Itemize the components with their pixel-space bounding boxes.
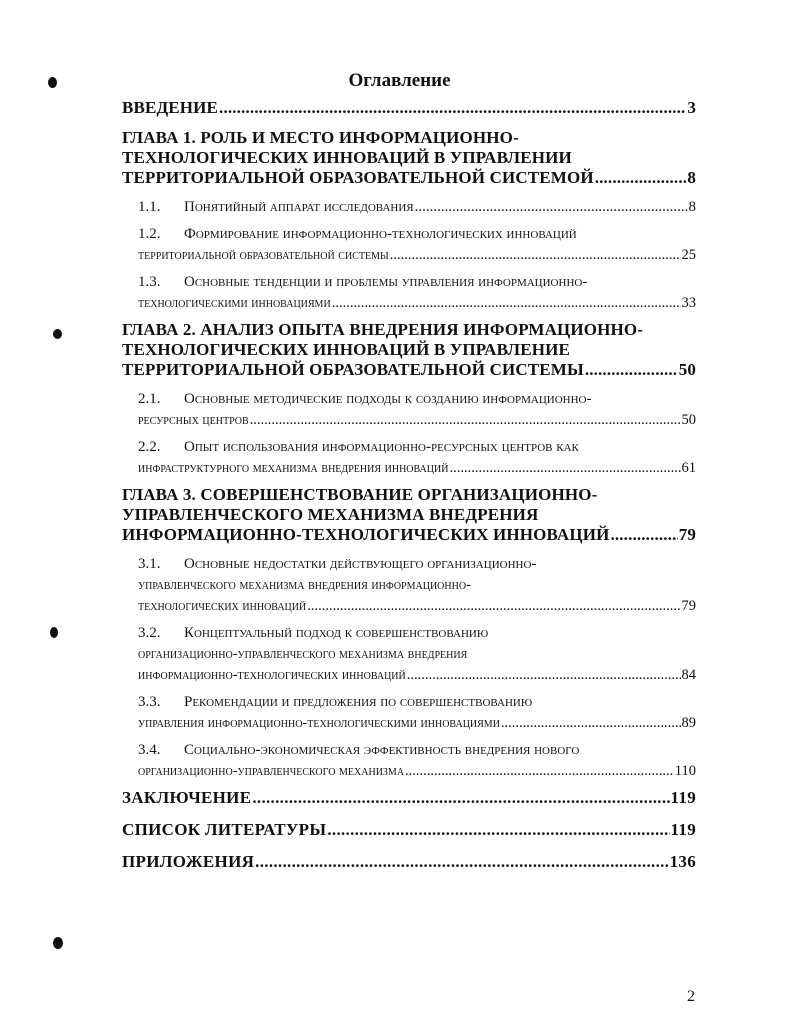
leader-dots (307, 596, 680, 617)
chapter-title-line: ТЕХНОЛОГИЧЕСКИХ ИННОВАЦИЙ В УПРАВЛЕНИЕ (122, 340, 570, 359)
section-number: 3.2. (138, 625, 161, 641)
section-page: 25 (681, 247, 696, 263)
toc-chapter-page: 50 (678, 360, 696, 379)
leader-dots (449, 458, 680, 479)
chapter-title-line: ТЕХНОЛОГИЧЕСКИХ ИННОВАЦИЙ В УПРАВЛЕНИИ (122, 148, 572, 167)
section-title-line: технологических инноваций (138, 598, 307, 614)
section-number: 2.1. (138, 391, 161, 407)
toc-appendices-title: ПРИЛОЖЕНИЯ (122, 852, 255, 871)
section-title-line: Социально-экономическая эффективность внедрения нового (184, 742, 580, 758)
section-title-line: информационно-технологических инноваций (138, 667, 406, 683)
section-page: 61 (681, 460, 696, 476)
chapter-title-line: ГЛАВА 2. АНАЛИЗ ОПЫТА ВНЕДРЕНИЯ ИНФОРМАЦИОННО- (122, 320, 644, 339)
section-page: 84 (681, 667, 696, 683)
chapter-title-line: ИНФОРМАЦИОННО-ТЕХНОЛОГИЧЕСКИХ ИННОВАЦИЙ (122, 525, 610, 544)
section-title-line: ресурсных центров (138, 412, 249, 428)
toc-chapter-page: 8 (687, 168, 696, 187)
section-title-line: Опыт использования информационно-ресурсных центров как (184, 439, 579, 455)
section-number: 2.2. (138, 439, 161, 455)
section-number: 1.1. (138, 199, 161, 215)
toc-intro[interactable] (122, 98, 696, 118)
toc-chapter-2[interactable] (122, 320, 696, 380)
section-title-line: Формирование информационно-технологических инноваций (184, 226, 577, 242)
toc-references-title: СПИСОК ЛИТЕРАТУРЫ (122, 820, 327, 839)
section-title-line: Основные методические подходы к созданию информационно- (184, 391, 592, 407)
section-title-line: Основные недостатки действующего организационно- (184, 556, 537, 572)
toc-section-1-2[interactable] (122, 224, 696, 266)
toc-chapter-3[interactable] (122, 485, 696, 545)
leader-dots (501, 713, 681, 734)
chapter-title-line: ГЛАВА 3. СОВЕРШЕНСТВОВАНИЕ ОРГАНИЗАЦИОННО- (122, 485, 598, 504)
table-of-contents (122, 98, 696, 884)
section-page: 8 (688, 199, 696, 215)
leader-dots (219, 98, 686, 118)
section-title-line: территориальной образовательной системы (138, 247, 389, 263)
section-title-line: технологическими инновациями (138, 295, 331, 311)
chapter-title-line: ТЕРРИТОРИАЛЬНОЙ ОБРАЗОВАТЕЛЬНОЙ СИСТЕМОЙ (122, 168, 594, 187)
binder-hole-mark (53, 937, 63, 949)
toc-intro-page: 3 (687, 98, 696, 117)
toc-section-2-2[interactable] (122, 437, 696, 479)
chapter-title-line: УПРАВЛЕНЧЕСКОГО МЕХАНИЗМА ВНЕДРЕНИЯ (122, 505, 539, 524)
toc-section-3-2[interactable] (122, 623, 696, 686)
binder-hole-mark (53, 329, 62, 339)
section-title-line: управленческого механизма внедрения информационно- (138, 577, 471, 593)
section-number: 3.4. (138, 742, 161, 758)
section-number: 3.1. (138, 556, 161, 572)
toc-section-1-3[interactable] (122, 272, 696, 314)
chapter-title-line: ТЕРРИТОРИАЛЬНОЙ ОБРАЗОВАТЕЛЬНОЙ СИСТЕМЫ (122, 360, 584, 379)
leader-dots (595, 168, 687, 188)
section-title-line: Основные тенденции и проблемы управления информационно- (184, 274, 588, 290)
section-page: 50 (681, 412, 696, 428)
toc-conclusion-page: 119 (670, 788, 696, 807)
section-title-line: организационно-управленческого механизма (138, 763, 405, 779)
section-page: 110 (674, 763, 696, 779)
section-number: 3.3. (138, 694, 161, 710)
section-page: 33 (681, 295, 696, 311)
section-title-line: организационно-управленческого механизма внедрения (138, 646, 468, 662)
leader-dots (390, 245, 681, 266)
toc-references-page: 119 (670, 820, 696, 839)
leader-dots (327, 820, 669, 840)
toc-section-2-1[interactable] (122, 389, 696, 431)
leader-dots (255, 852, 668, 872)
leader-dots (407, 665, 681, 686)
toc-appendices[interactable] (122, 852, 696, 872)
section-title-line: Концептуальный подход к совершенствованию (184, 625, 489, 641)
section-number: 1.3. (138, 274, 161, 290)
toc-section-3-4[interactable] (122, 740, 696, 782)
leader-dots (332, 293, 681, 314)
section-title-line: Рекомендации и предложения по совершенствованию (184, 694, 533, 710)
toc-section-3-3[interactable] (122, 692, 696, 734)
section-page: 79 (681, 598, 696, 614)
leader-dots (405, 761, 674, 782)
toc-section-1-1[interactable] (122, 197, 696, 218)
section-title-line: управления информационно-технологическими инновациями (138, 715, 500, 731)
section-number: 1.2. (138, 226, 161, 242)
chapter-title-line: ГЛАВА 1. РОЛЬ И МЕСТО ИНФОРМАЦИОННО- (122, 128, 519, 147)
binder-hole-mark (50, 627, 58, 638)
leader-dots (250, 410, 681, 431)
leader-dots (585, 360, 678, 380)
toc-intro-title: ВВЕДЕНИЕ (122, 98, 219, 117)
section-page: 89 (681, 715, 696, 731)
toc-chapter-1[interactable] (122, 128, 696, 188)
toc-conclusion-title: ЗАКЛЮЧЕНИЕ (122, 788, 252, 807)
toc-section-3-1[interactable] (122, 554, 696, 617)
toc-chapter-page: 79 (678, 525, 696, 544)
leader-dots (415, 197, 688, 218)
toc-appendices-page: 136 (669, 852, 696, 871)
page-number: 2 (687, 988, 695, 1005)
toc-conclusion[interactable] (122, 788, 696, 808)
leader-dots (610, 525, 677, 545)
leader-dots (252, 788, 669, 808)
page-title: Оглавление (348, 70, 451, 91)
section-title-line: инфраструктурного механизма внедрения инноваций (138, 460, 449, 476)
toc-references[interactable] (122, 820, 696, 840)
section-title-line: Понятийный аппарат исследования (184, 199, 414, 215)
